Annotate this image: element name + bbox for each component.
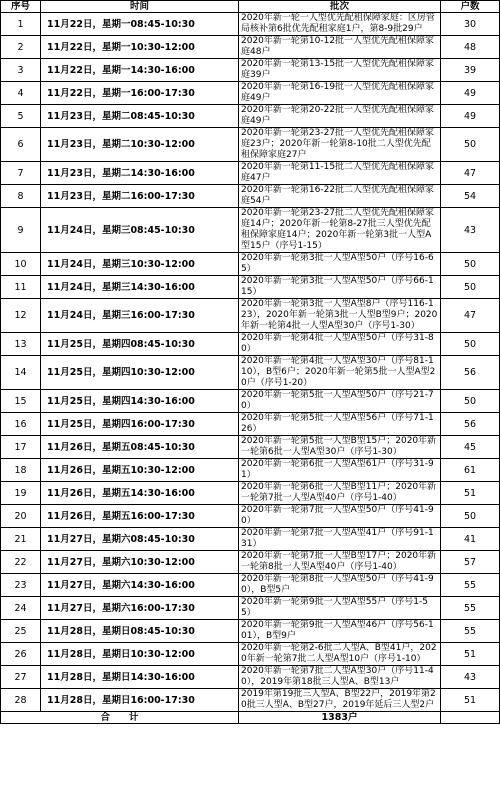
row-time: 11月23日，星期二14:30-16:00 [41, 162, 239, 185]
row-households: 47 [441, 299, 500, 333]
table-row [1, 36, 500, 59]
row-index: 10 [1, 253, 41, 276]
row-households: 50 [441, 253, 500, 276]
row-index: 24 [1, 597, 41, 620]
table-row [1, 162, 500, 185]
row-households: 43 [441, 666, 500, 689]
row-index: 26 [1, 643, 41, 666]
row-time: 11月28日，星期日08:45-10:30 [41, 620, 239, 643]
row-households: 55 [441, 574, 500, 597]
row-index: 25 [1, 620, 41, 643]
table-row [1, 356, 500, 390]
row-batch: 2020年新一轮第16-22批二人型优先配租保障家庭54户 [239, 185, 441, 208]
row-batch: 2020年新一轮第7批一人型B型17户；2020年新一轮第8批一人型A型40户（序号1-40） [239, 551, 441, 574]
row-index: 11 [1, 276, 41, 299]
row-time: 11月27日，星期六08:45-10:30 [41, 528, 239, 551]
header-time: 时间 [41, 1, 239, 13]
row-batch: 2019年第19批三人型A、B型22户，2019年第20批三人型A、B型27户，2019年延后三人型2户 [239, 689, 441, 712]
row-households: 55 [441, 597, 500, 620]
row-index: 6 [1, 128, 41, 162]
table-row [1, 620, 500, 643]
row-batch: 2020年新一轮第4批一人型A型30户（序号81-110），B型6户；2020年新一轮第5批一人型A型20户（序号1-20） [239, 356, 441, 390]
table-row [1, 253, 500, 276]
row-batch: 2020年新一轮第4批一人型A型50户（序号31-80） [239, 333, 441, 356]
table-row [1, 128, 500, 162]
row-batch: 2020年新一轮第11-15批二人型优先配租保障家庭47户 [239, 162, 441, 185]
row-index: 5 [1, 105, 41, 128]
table-row [1, 105, 500, 128]
total-row [1, 712, 500, 724]
table-row [1, 666, 500, 689]
row-time: 11月24日，星期三16:00-17:30 [41, 299, 239, 333]
row-time: 11月24日，星期三08:45-10:30 [41, 208, 239, 253]
row-index: 3 [1, 59, 41, 82]
row-batch: 2020年新一轮第6批一人型B型11户；2020年新一轮第7批一人型A型40户（序号1-40） [239, 482, 441, 505]
header-index: 序号 [1, 1, 41, 13]
row-households: 49 [441, 82, 500, 105]
table-row [1, 276, 500, 299]
row-households: 51 [441, 689, 500, 712]
table-row [1, 413, 500, 436]
row-index: 14 [1, 356, 41, 390]
row-time: 11月22日，星期一14:30-16:00 [41, 59, 239, 82]
row-time: 11月23日，星期二16:00-17:30 [41, 185, 239, 208]
row-batch: 2020年新一轮第13-15批一人型优先配租保障家庭39户 [239, 59, 441, 82]
row-batch: 2020年新一轮第7批一人型A型41户（序号91-131） [239, 528, 441, 551]
row-time: 11月24日，星期三10:30-12:00 [41, 253, 239, 276]
row-households: 54 [441, 185, 500, 208]
table-row [1, 551, 500, 574]
row-index: 17 [1, 436, 41, 459]
row-time: 11月26日，星期五08:45-10:30 [41, 436, 239, 459]
table-row [1, 208, 500, 253]
row-index: 7 [1, 162, 41, 185]
row-batch: 2020年新一轮第23-27批一人型优先配租保障家庭23户；2020年新一轮第8-10批二人型优先配租保障家庭27户 [239, 128, 441, 162]
row-batch: 2020年新一轮第7批一人型A型50户（序号41-90） [239, 505, 441, 528]
row-batch: 2020年新一轮第6批一人型A型61户（序号31-91） [239, 459, 441, 482]
table-header-row [1, 1, 500, 13]
table-row [1, 59, 500, 82]
row-households: 39 [441, 59, 500, 82]
row-index: 13 [1, 333, 41, 356]
row-time: 11月27日，星期六14:30-16:00 [41, 574, 239, 597]
table-row [1, 13, 500, 36]
row-index: 28 [1, 689, 41, 712]
row-batch: 2020年新一轮第9批一人型A型46户（序号56-101），B型9户 [239, 620, 441, 643]
table-row [1, 689, 500, 712]
row-households: 47 [441, 162, 500, 185]
row-batch: 2020年新一轮第5批一人型A型50户（序号21-70） [239, 390, 441, 413]
row-time: 11月26日，星期五14:30-16:00 [41, 482, 239, 505]
row-households: 50 [441, 276, 500, 299]
row-time: 11月28日，星期日14:30-16:00 [41, 666, 239, 689]
row-time: 11月27日，星期六10:30-12:00 [41, 551, 239, 574]
table-row [1, 185, 500, 208]
row-time: 11月23日，星期二10:30-12:00 [41, 128, 239, 162]
row-batch: 2020年新一轮第7批二人型A型30户（序号11-40），2019年第18批三人型A、B型13户 [239, 666, 441, 689]
row-batch: 2020年新一轮第10-12批一人型优先配租保障家庭48户 [239, 36, 441, 59]
row-index: 21 [1, 528, 41, 551]
row-index: 23 [1, 574, 41, 597]
row-households: 41 [441, 528, 500, 551]
row-time: 11月27日，星期六16:00-17:30 [41, 597, 239, 620]
table-row [1, 482, 500, 505]
row-households: 50 [441, 333, 500, 356]
row-households: 45 [441, 436, 500, 459]
row-time: 11月28日，星期日10:30-12:00 [41, 643, 239, 666]
row-index: 18 [1, 459, 41, 482]
row-index: 8 [1, 185, 41, 208]
table-row [1, 505, 500, 528]
total-households: 1383户 [239, 712, 441, 724]
row-time: 11月24日，星期三14:30-16:00 [41, 276, 239, 299]
row-time: 11月23日，星期二08:45-10:30 [41, 105, 239, 128]
row-households: 56 [441, 413, 500, 436]
table-row [1, 390, 500, 413]
row-batch: 2020年新一轮第9批一人型A型55户（序号1-55） [239, 597, 441, 620]
row-batch: 2020年新一轮第16-19批一人型优先配租保障家庭49户 [239, 82, 441, 105]
row-batch: 2020年新一轮第8批一人型A型50户（序号41-90），B型5户 [239, 574, 441, 597]
row-households: 51 [441, 482, 500, 505]
table-row [1, 574, 500, 597]
row-batch: 2020年新一轮第3批一人型A型8户（序号116-123），2020年新一轮第3批一人型B型9户；2020年新一轮第4批一人型A型30户（序号1-30） [239, 299, 441, 333]
row-batch: 2020年新一轮第5批一人型A型56户（序号71-126） [239, 413, 441, 436]
row-batch: 2020年新一轮一人型优先配租保障家庭：区房管局核补第6批优先配租家庭1户，第8-9批29户 [239, 13, 441, 36]
table-row [1, 82, 500, 105]
table-row [1, 643, 500, 666]
row-households: 61 [441, 459, 500, 482]
row-index: 19 [1, 482, 41, 505]
row-time: 11月25日，星期四10:30-12:00 [41, 356, 239, 390]
row-batch: 2020年新一轮第3批一人型A型50户（序号16-65） [239, 253, 441, 276]
row-index: 1 [1, 13, 41, 36]
table-row [1, 459, 500, 482]
table-body [1, 13, 500, 712]
row-households: 55 [441, 620, 500, 643]
row-time: 11月22日，星期一08:45-10:30 [41, 13, 239, 36]
row-time: 11月28日，星期日16:00-17:30 [41, 689, 239, 712]
row-index: 12 [1, 299, 41, 333]
header-households: 户数 [441, 1, 500, 13]
table-row [1, 333, 500, 356]
row-households: 43 [441, 208, 500, 253]
row-time: 11月22日，星期一16:00-17:30 [41, 82, 239, 105]
row-batch: 2020年新一轮第2-6批二人型A、B型41户，2020年新一轮第7批二人型A型10户（序号1-10） [239, 643, 441, 666]
header-batch: 批次 [239, 1, 441, 13]
row-time: 11月26日，星期五10:30-12:00 [41, 459, 239, 482]
row-households: 57 [441, 551, 500, 574]
table-row [1, 436, 500, 459]
row-households: 50 [441, 390, 500, 413]
total-label: 合 计 [1, 712, 239, 724]
table-row [1, 597, 500, 620]
row-households: 50 [441, 505, 500, 528]
row-households: 48 [441, 36, 500, 59]
table-row [1, 528, 500, 551]
row-households: 49 [441, 105, 500, 128]
row-index: 20 [1, 505, 41, 528]
table-row [1, 299, 500, 333]
row-time: 11月25日，星期四08:45-10:30 [41, 333, 239, 356]
row-index: 27 [1, 666, 41, 689]
row-index: 2 [1, 36, 41, 59]
row-batch: 2020年新一轮第20-22批一人型优先配租保障家庭49户 [239, 105, 441, 128]
row-households: 30 [441, 13, 500, 36]
row-households: 50 [441, 128, 500, 162]
row-batch: 2020年新一轮第23-27批二人型优先配租保障家庭14户；2020年新一轮第8-27批三人型优先配租保障家庭14户；2020年新一轮第3批一人型A型15户（序号1-15） [239, 208, 441, 253]
row-households: 51 [441, 643, 500, 666]
row-time: 11月22日，星期一10:30-12:00 [41, 36, 239, 59]
row-index: 15 [1, 390, 41, 413]
row-time: 11月25日，星期四14:30-16:00 [41, 390, 239, 413]
row-households: 56 [441, 356, 500, 390]
row-index: 4 [1, 82, 41, 105]
row-index: 22 [1, 551, 41, 574]
row-time: 11月25日，星期四16:00-17:30 [41, 413, 239, 436]
row-index: 16 [1, 413, 41, 436]
row-batch: 2020年新一轮第3批一人型A型50户（序号66-115） [239, 276, 441, 299]
row-batch: 2020年新一轮第5批一人型B型15户；2020年新一轮第6批一人型A型30户（序号1-30） [239, 436, 441, 459]
row-index: 9 [1, 208, 41, 253]
total-empty-cell [441, 712, 500, 724]
row-time: 11月26日，星期五16:00-17:30 [41, 505, 239, 528]
